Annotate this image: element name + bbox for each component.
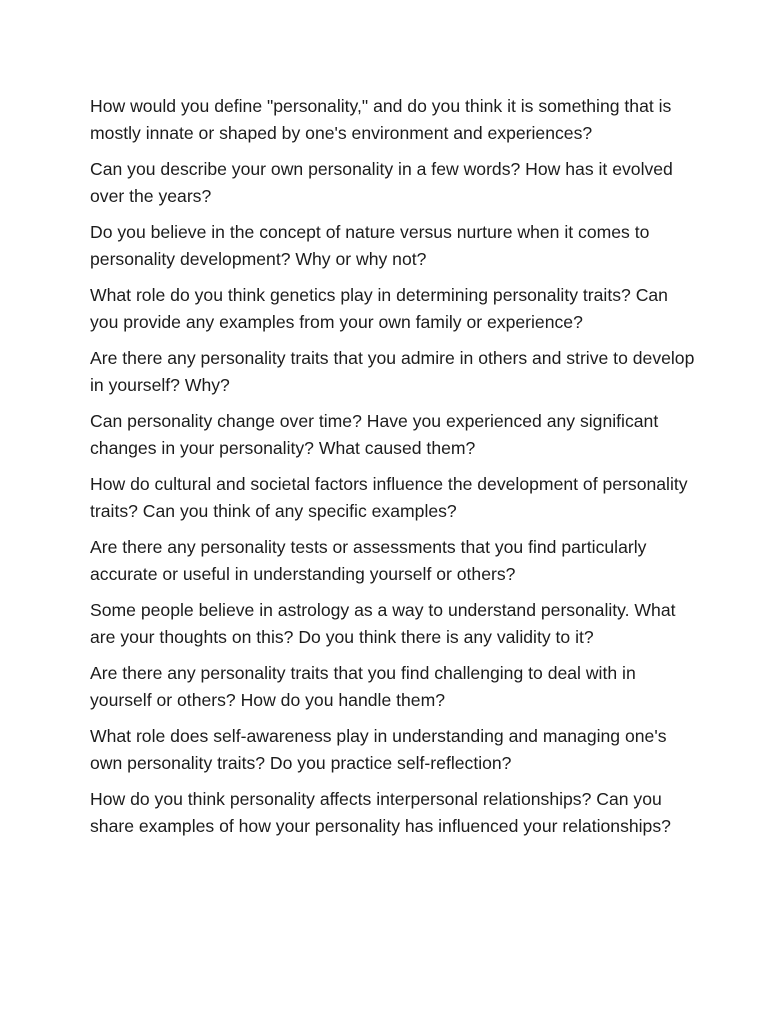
question-paragraph-12: How do you think personality affects interpersonal relationships? Can you share examples of how your personality has influenced your relationships? xyxy=(90,789,671,836)
question-paragraph-10: Are there any personality traits that you find challenging to deal with in yourself or others? How do you handle them? xyxy=(90,663,636,710)
question-paragraph-2: Can you describe your own personality in a few words? How has it evolved over the years? xyxy=(90,159,673,206)
question-paragraph-7: How do cultural and societal factors influence the development of personality traits? Can you think of any specific examples? xyxy=(90,474,688,521)
question-paragraph-6: Can personality change over time? Have you experienced any significant changes in your personality? What caused them? xyxy=(90,411,659,458)
question-paragraph-1: How would you define "personality," and do you think it is something that is mostly innate or shaped by one's environment and experiences? xyxy=(90,96,672,143)
question-paragraph-8: Are there any personality tests or assessments that you find particularly accurate or useful in understanding yourself or others? xyxy=(90,537,647,584)
document-body xyxy=(90,93,700,849)
question-paragraph-5: Are there any personality traits that you admire in others and strive to develop in yourself? Why? xyxy=(90,348,695,395)
question-paragraph-3: Do you believe in the concept of nature versus nurture when it comes to personality development? Why or why not? xyxy=(90,222,650,269)
question-paragraph-11: What role does self-awareness play in understanding and managing one's own personality traits? Do you practice self-reflection? xyxy=(90,726,667,773)
question-paragraph-9: Some people believe in astrology as a way to understand personality. What are your thoughts on this? Do you think there is any validity to it? xyxy=(90,600,676,647)
question-paragraph-4: What role do you think genetics play in determining personality traits? Can you provide any examples from your own family or experience? xyxy=(90,285,668,332)
